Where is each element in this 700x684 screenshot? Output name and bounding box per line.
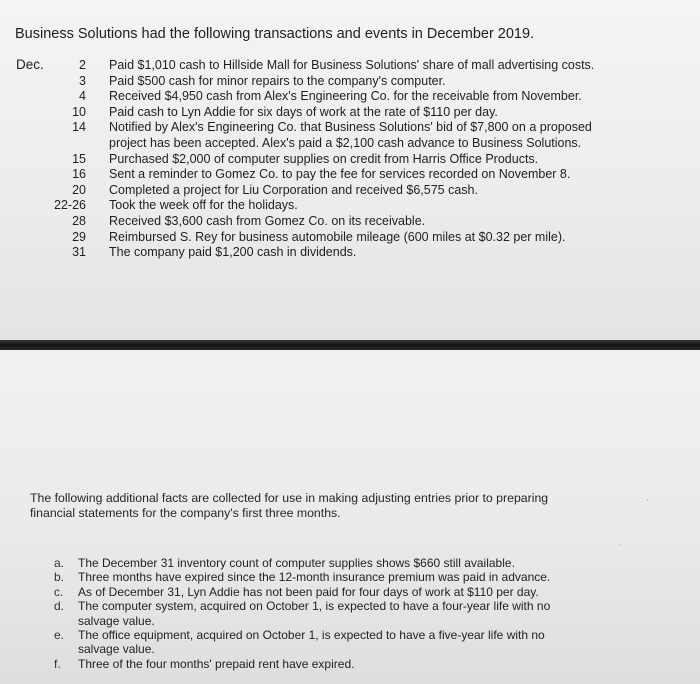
fact-text-line: The December 31 inventory count of computer supplies shows $660 still available. [78,556,515,570]
fact-text-line: The computer system, acquired on October 1, is expected to have a four-year life with no [78,599,551,614]
transaction-row [50,105,670,121]
transaction-description-line: Received $4,950 cash from Alex's Engineering Co. for the receivable from November. [109,89,582,104]
transaction-description-line: Received $3,600 cash from Gomez Co. on its receivable. [109,213,426,228]
transaction-list [50,58,670,261]
fact-text [78,570,628,584]
month-label: Dec. [16,57,44,72]
transaction-date: 16 [72,167,86,182]
transaction-description [109,74,669,90]
transaction-description-line: Took the week off for the holidays. [109,198,298,213]
transaction-description-line: The company paid $1,200 cash in dividends. [109,245,357,260]
transaction-date: 3 [79,73,86,88]
photo-speck: · [646,495,650,506]
transaction-row [50,74,670,90]
fact-text-line: salvage value. [78,642,155,657]
transaction-description [109,245,669,261]
transaction-row [50,58,670,74]
transaction-description [109,198,669,214]
photo-speck: · [618,540,622,551]
transaction-description [109,89,669,105]
adjustment-facts-list [54,556,634,671]
transaction-description [109,120,669,151]
intro-line: The following additional facts are collected for use in making adjusting entries prior to preparing [30,491,549,505]
transaction-row [50,152,670,168]
fact-text-line: As of December 31, Lyn Addie has not been paid for four days of work at $110 per day. [78,584,539,599]
transaction-row [50,89,670,105]
page-divider [0,340,700,350]
fact-letter: d. [54,599,65,614]
transaction-date: 29 [72,229,86,244]
transaction-description-line: Paid $500 cash for minor repairs to the company's computer. [109,73,446,88]
fact-letter: f. [54,656,61,671]
transaction-description-line: project has been accepted. Alex's paid a $2,100 cash advance to Business Solutions. [109,135,582,150]
additional-facts-intro [30,491,630,521]
fact-text [78,628,628,657]
fact-letter: b. [54,570,65,585]
transaction-description-line: Paid cash to Lyn Addie for six days of work at the rate of $110 per day. [109,104,498,119]
transaction-row [50,183,670,199]
transaction-date: 20 [72,182,86,197]
adjustment-fact [54,585,634,599]
transaction-date: 2 [79,58,86,72]
transaction-description-line: Completed a project for Liu Corporation and received $6,575 cash. [109,182,478,197]
transaction-description-line: Notified by Alex's Engineering Co. that Business Solutions' bid of $7,800 on a proposed [109,120,592,135]
transaction-row [50,120,670,151]
transaction-date: 4 [79,89,86,104]
transaction-description [109,167,669,183]
fact-text [78,657,628,671]
transaction-row [50,198,670,214]
transaction-row [50,230,670,246]
adjustment-fact [54,628,634,657]
transaction-date: 14 [72,120,86,135]
fact-text [78,585,628,599]
adjustment-fact [54,599,634,628]
adjustment-fact [54,657,634,671]
fact-text-line: The office equipment, acquired on October 1, is expected to have a five-year life with no [78,628,545,643]
transaction-date: 10 [72,104,86,119]
transaction-description [109,183,669,199]
transaction-date: 31 [72,245,86,260]
fact-text [78,556,628,570]
transaction-description-line: Reimbursed S. Rey for business automobile mileage (600 miles at $0.32 per mile). [109,229,566,244]
adjustment-fact [54,556,634,570]
fact-text [78,599,628,628]
transaction-date: 22-26 [54,198,86,213]
transaction-description-line: Sent a reminder to Gomez Co. to pay the fee for services recorded on November 8. [109,167,571,182]
transaction-row [50,167,670,183]
intro-line: financial statements for the company's first three months. [30,506,341,520]
fact-letter: a. [54,556,65,570]
fact-text-line: salvage value. [78,613,155,628]
fact-text-line: Three of the four months' prepaid rent have expired. [78,656,355,671]
transaction-row [50,245,670,261]
transaction-row [50,214,670,230]
adjustment-fact [54,570,634,584]
transaction-date: 15 [72,151,86,166]
transaction-description [109,214,669,230]
transaction-description [109,105,669,121]
transaction-date: 28 [72,213,86,228]
fact-letter: c. [54,584,64,599]
fact-text-line: Three months have expired since the 12-month insurance premium was paid in advance. [78,570,551,585]
fact-letter: e. [54,628,65,643]
transaction-description [109,152,669,168]
transaction-description [109,58,669,74]
transaction-description [109,230,669,246]
page-title: Business Solutions had the following transactions and events in December 2019. [15,26,535,42]
transaction-description-line: Purchased $2,000 of computer supplies on credit from Harris Office Products. [109,151,539,166]
transaction-description-line: Paid $1,010 cash to Hillside Mall for Business Solutions' share of mall advertising costs. [109,58,595,72]
